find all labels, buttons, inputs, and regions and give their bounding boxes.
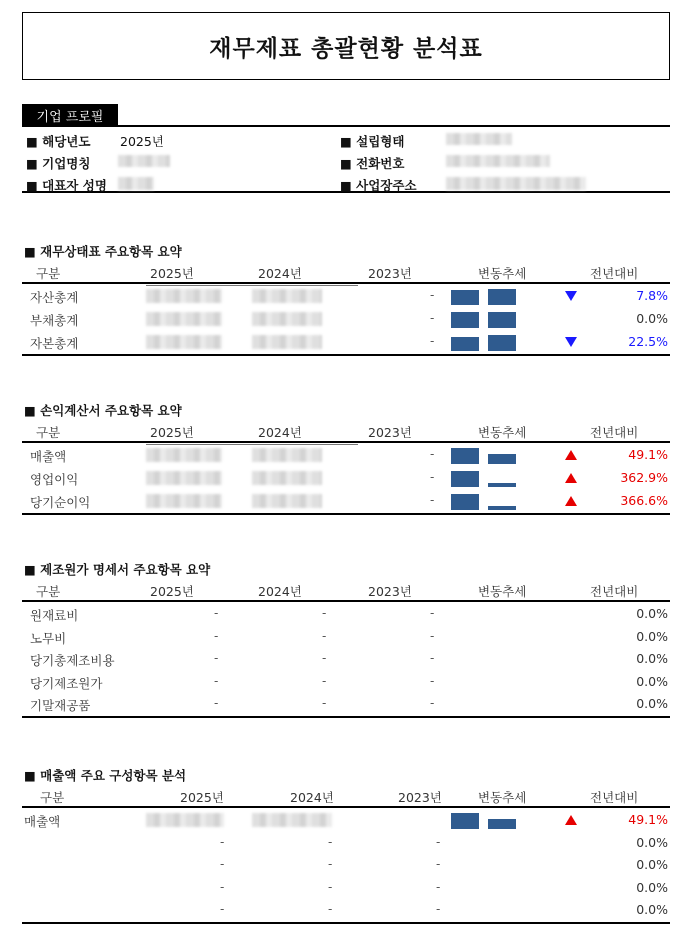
profile-tab: 기업 프로필 xyxy=(22,104,118,126)
s0-row0-value-2025 xyxy=(146,289,222,303)
s2-header-yoy: 전년대비 xyxy=(590,584,639,599)
s2-row4-y2023: - xyxy=(430,696,435,711)
s0-row0-trend-bar-2025 xyxy=(488,289,516,305)
s3-row4-y2023: - xyxy=(436,902,441,917)
s0-row0-yoy: 7.8% xyxy=(636,288,668,303)
s0-row1-label: 부채총계 xyxy=(30,313,79,328)
s0-row2-y2023: - xyxy=(430,334,435,348)
s1-row0-y2023: - xyxy=(430,447,435,461)
s1-title: ■ 손익계산서 주요항목 요약 xyxy=(24,403,182,418)
s1-row2-value-2025 xyxy=(146,494,222,508)
s0-row2-value-2025 xyxy=(146,335,222,349)
s2-header-trend: 변동추세 xyxy=(478,584,527,599)
s3-row3-y2024: - xyxy=(328,879,333,894)
s3-header-trend: 변동추세 xyxy=(478,790,527,805)
s0-header-y2024: 2024년 xyxy=(258,266,302,281)
s3-row0-trend-bar-2025 xyxy=(488,819,516,829)
s2-row4-label: 기말재공품 xyxy=(30,698,91,714)
s0-row2-label: 자본총계 xyxy=(30,336,79,351)
profile-phone-label: ■ 전화번호 xyxy=(340,156,405,171)
s0-row2-trend-bar-2025 xyxy=(488,335,516,351)
s3-row0-trend-bar-2024 xyxy=(451,813,479,829)
s3-row2-y2023: - xyxy=(436,857,441,872)
s2-row1-y2023: - xyxy=(430,628,435,643)
s2-row1-label: 노무비 xyxy=(30,630,67,646)
s2-row0-label: 원재료비 xyxy=(30,608,79,623)
s1-row1-value-2024 xyxy=(252,471,322,485)
s1-header-y2023: 2023년 xyxy=(368,425,412,440)
s2-row3-y2025: - xyxy=(214,673,219,688)
s1-header-rule xyxy=(22,441,670,443)
s0-row2-yoy: 22.5% xyxy=(628,334,668,349)
profile-year-value: 2025년 xyxy=(120,134,164,149)
s3-row1-yoy: 0.0% xyxy=(636,834,668,850)
s2-header-col1: 구분 xyxy=(36,584,61,599)
s2-row0-y2025: - xyxy=(214,606,219,620)
s2-row2-label: 당기총제조비용 xyxy=(30,653,115,669)
s1-row1-trend-bar-2024 xyxy=(451,471,479,487)
s3-row2-y2024: - xyxy=(328,857,333,872)
s1-row2-label: 당기순이익 xyxy=(30,495,91,510)
s2-header-y2024: 2024년 xyxy=(258,584,302,599)
s0-row1-trend-bar-2024 xyxy=(451,312,479,328)
s0-row1-value-2025 xyxy=(146,312,222,326)
s1-bottom-rule xyxy=(22,513,670,515)
s2-row2-y2024: - xyxy=(322,651,327,666)
profile-ceo-label: ■ 대표자 성명 xyxy=(26,178,107,193)
s1-underline-top xyxy=(146,444,358,445)
s3-bottom-rule xyxy=(22,922,670,924)
s3-header-y2025: 2025년 xyxy=(180,790,224,805)
s3-row0-value-2024 xyxy=(252,813,332,827)
s1-row2-trend-bar-2024 xyxy=(451,494,479,510)
profile-address-value xyxy=(446,177,586,190)
s1-row1-y2023: - xyxy=(430,470,435,484)
s0-header-yoy: 전년대비 xyxy=(590,266,639,281)
s3-row2-yoy: 0.0% xyxy=(636,857,668,873)
s3-row3-yoy: 0.0% xyxy=(636,879,668,895)
s0-header-y2025: 2025년 xyxy=(150,266,194,281)
s1-row0-up-arrow-icon xyxy=(565,450,577,460)
s2-header-rule xyxy=(22,600,670,602)
s0-header-y2023: 2023년 xyxy=(368,266,412,281)
s0-bottom-rule xyxy=(22,354,670,356)
s2-row3-yoy: 0.0% xyxy=(636,673,668,689)
s0-row0-y2023: - xyxy=(430,288,435,302)
s0-header-rule xyxy=(22,282,670,284)
profile-company-value xyxy=(118,155,170,167)
s1-row1-yoy: 362.9% xyxy=(620,470,668,485)
s2-row3-label: 당기제조원가 xyxy=(30,675,103,691)
s2-row3-y2023: - xyxy=(430,673,435,688)
s1-row0-label: 매출액 xyxy=(30,449,67,464)
s2-row4-y2024: - xyxy=(322,696,327,711)
s2-row3-y2024: - xyxy=(322,673,327,688)
s0-row0-label: 자산총계 xyxy=(30,290,79,305)
s1-row0-value-2025 xyxy=(146,448,222,462)
s3-row0-value-2025 xyxy=(146,813,224,827)
profile-year-label: ■ 해당년도 xyxy=(26,134,91,149)
profile-address-label: ■ 사업장주소 xyxy=(340,178,417,193)
s0-title: ■ 재무상태표 주요항목 요약 xyxy=(24,244,182,259)
s3-header-yoy: 전년대비 xyxy=(590,790,639,805)
s2-row2-y2023: - xyxy=(430,651,435,666)
s2-row4-y2025: - xyxy=(214,696,219,711)
s1-row2-yoy: 366.6% xyxy=(620,493,668,508)
s3-row4-y2024: - xyxy=(328,902,333,917)
profile-phone-value xyxy=(446,155,550,167)
s1-row1-value-2025 xyxy=(146,471,222,485)
s0-row2-down-arrow-icon xyxy=(565,337,577,347)
s3-row4-y2025: - xyxy=(220,902,225,917)
s2-row1-yoy: 0.0% xyxy=(636,628,668,644)
s3-header-y2024: 2024년 xyxy=(290,790,334,805)
s0-underline-top xyxy=(146,285,358,286)
s0-row2-trend-bar-2024 xyxy=(451,337,479,351)
s1-row2-trend-bar-2025 xyxy=(488,506,516,510)
s1-row2-y2023: - xyxy=(430,493,435,507)
profile-type-value xyxy=(446,133,512,145)
s2-row4-yoy: 0.0% xyxy=(636,696,668,712)
s3-row1-y2023: - xyxy=(436,834,441,849)
s0-row1-yoy: 0.0% xyxy=(636,311,668,326)
s2-row0-y2023: - xyxy=(430,606,435,620)
s3-header-col1: 구분 xyxy=(40,790,65,805)
s2-row1-y2025: - xyxy=(214,628,219,643)
s0-row2-value-2024 xyxy=(252,335,322,349)
s2-row2-yoy: 0.0% xyxy=(636,651,668,667)
s1-header-y2024: 2024년 xyxy=(258,425,302,440)
s3-row4-yoy: 0.0% xyxy=(636,902,668,918)
s3-row1-y2025: - xyxy=(220,834,225,849)
s3-row0-yoy: 49.1% xyxy=(628,812,668,827)
s1-row1-up-arrow-icon xyxy=(565,473,577,483)
s0-row0-value-2024 xyxy=(252,289,322,303)
s1-row0-value-2024 xyxy=(252,448,322,462)
s3-title: ■ 매출액 주요 구성항목 분석 xyxy=(24,768,187,783)
s1-header-col1: 구분 xyxy=(36,425,61,440)
s2-row0-y2024: - xyxy=(322,606,327,620)
s0-header-trend: 변동추세 xyxy=(478,266,527,281)
s2-bottom-rule xyxy=(22,716,670,718)
report-title-box xyxy=(22,12,670,80)
s1-header-y2025: 2025년 xyxy=(150,425,194,440)
profile-company-label: ■ 기업명칭 xyxy=(26,156,91,171)
s1-row2-value-2024 xyxy=(252,494,322,508)
s3-header-y2023: 2023년 xyxy=(398,790,442,805)
s3-header-rule xyxy=(22,806,670,808)
s2-header-y2025: 2025년 xyxy=(150,584,194,599)
s1-row0-trend-bar-2025 xyxy=(488,454,516,464)
s1-row0-trend-bar-2024 xyxy=(451,448,479,464)
s2-row1-y2024: - xyxy=(322,628,327,643)
s1-row2-up-arrow-icon xyxy=(565,496,577,506)
s3-row3-y2025: - xyxy=(220,879,225,894)
s0-row0-down-arrow-icon xyxy=(565,291,577,301)
profile-ceo-value xyxy=(118,177,154,190)
s3-row2-y2025: - xyxy=(220,857,225,872)
s3-row1-y2024: - xyxy=(328,834,333,849)
s1-row0-yoy: 49.1% xyxy=(628,447,668,462)
s3-row3-y2023: - xyxy=(436,879,441,894)
s3-row0-up-arrow-icon xyxy=(565,815,577,825)
s1-row1-trend-bar-2025 xyxy=(488,483,516,487)
s1-header-yoy: 전년대비 xyxy=(590,425,639,440)
s0-row1-value-2024 xyxy=(252,312,322,326)
report-title: 재무제표 총괄현황 분석표 xyxy=(209,35,483,62)
s1-row1-label: 영업이익 xyxy=(30,472,79,487)
profile-type-label: ■ 설립형태 xyxy=(340,134,405,149)
s2-row2-y2025: - xyxy=(214,651,219,666)
s0-row1-y2023: - xyxy=(430,311,435,325)
s1-header-trend: 변동추세 xyxy=(478,425,527,440)
profile-box xyxy=(22,125,670,193)
s2-title: ■ 제조원가 명세서 주요항목 요약 xyxy=(24,562,211,577)
s0-header-col1: 구분 xyxy=(36,266,61,281)
s3-row0-label: 매출액 xyxy=(24,814,61,829)
s0-row0-trend-bar-2024 xyxy=(451,290,479,305)
s0-row1-trend-bar-2025 xyxy=(488,312,516,328)
s2-row0-yoy: 0.0% xyxy=(636,606,668,621)
s2-header-y2023: 2023년 xyxy=(368,584,412,599)
